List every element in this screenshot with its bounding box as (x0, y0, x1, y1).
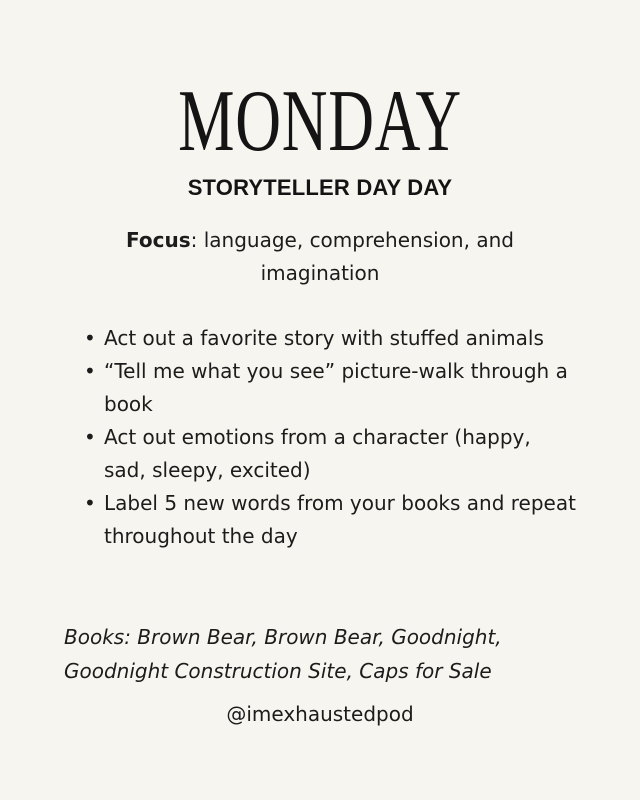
activity-text: Act out emotions from a character (happy, sad, sleepy, excited) (104, 425, 531, 482)
bullet-icon: • (84, 326, 96, 350)
subtitle: STORYTELLER DAY DAY (187, 175, 453, 200)
focus-label: Focus (126, 228, 191, 252)
social-handle: @imexhaustedpod (226, 702, 414, 726)
activity-text: Label 5 new words from your books and repeat throughout the day (104, 491, 576, 548)
list-item (76, 487, 576, 553)
books-list: Books: Brown Bear, Brown Bear, Goodnight, Goodnight Construction Site, Caps for Sale (64, 625, 502, 683)
list-item (76, 322, 576, 355)
focus-text (90, 224, 550, 290)
day-title: MONDAY (178, 73, 462, 170)
activity-text: Act out a favorite story with stuffed animals (104, 326, 544, 350)
bullet-icon: • (84, 425, 96, 449)
list-item (76, 355, 576, 421)
bullet-icon: • (84, 359, 96, 383)
activity-list (76, 322, 576, 553)
list-item (76, 421, 576, 487)
bullet-icon: • (84, 491, 96, 515)
activity-text: “Tell me what you see” picture-walk through a book (104, 359, 568, 416)
focus-separator: : (190, 228, 198, 252)
focus-description: language, comprehension, and imagination (197, 228, 514, 285)
